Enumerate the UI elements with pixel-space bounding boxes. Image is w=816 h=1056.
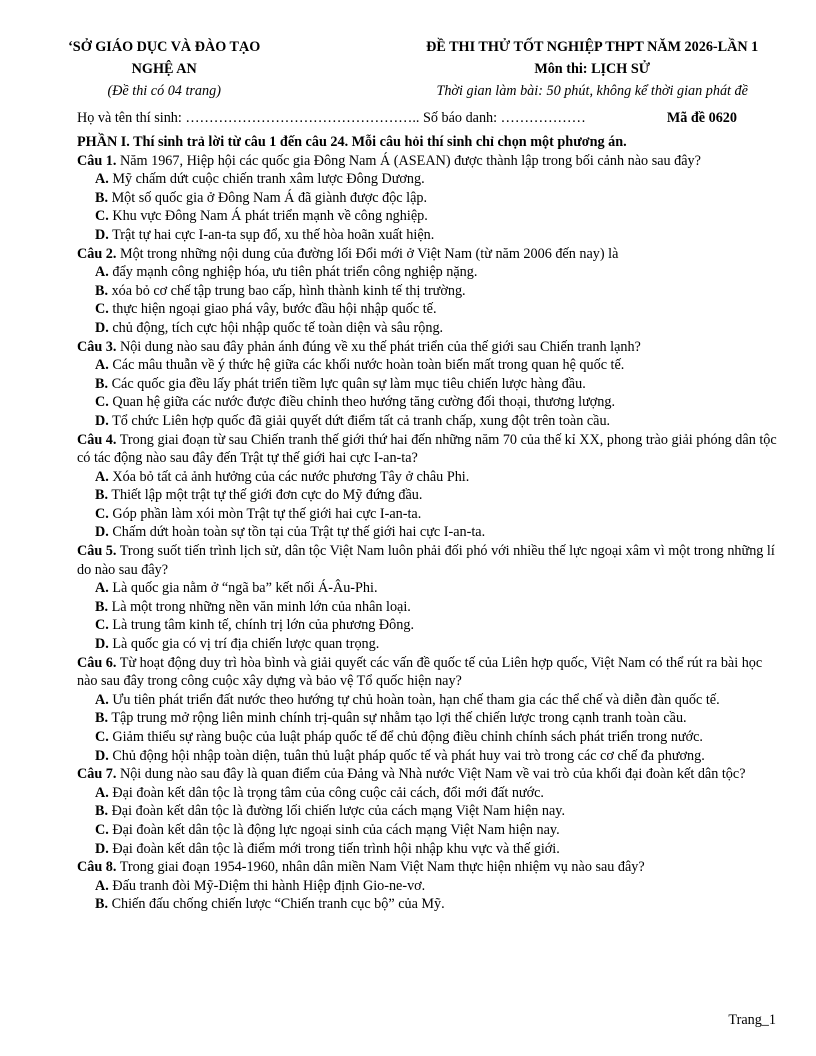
option-text: Góp phần làm xói mòn Trật tự thế giới hai cực I-an-ta.: [112, 505, 422, 522]
candidate-info-line: [77, 108, 737, 128]
question-label: Câu 4.: [77, 431, 117, 448]
exam-code: Mã đề 0620: [666, 110, 737, 126]
answer-option: [95, 356, 779, 375]
option-text: Đại đoàn kết dân tộc là đường lối chiến lược của cách mạng Việt Nam hiện nay.: [111, 803, 565, 820]
question-5: [77, 542, 779, 579]
answer-option: [95, 747, 779, 766]
answer-option: [95, 598, 779, 617]
option-text: Ưu tiên phát triển đất nước theo hướng tự chủ hoàn toàn, hạn chế tham gia các thể chế và diễn đàn quốc tế.: [112, 691, 720, 708]
question-label: Câu 8.: [77, 859, 117, 876]
answer-option: [95, 616, 779, 635]
answer-option: [95, 691, 779, 710]
option-text: chủ động, tích cực hội nhập quốc tế toàn diện và sâu rộng.: [112, 319, 444, 336]
option-letter: C.: [95, 394, 109, 411]
option-letter: C.: [95, 505, 109, 522]
answer-option: [95, 468, 779, 487]
option-letter: A.: [95, 784, 109, 801]
option-text: Quan hệ giữa các nước được điều chỉnh theo hướng tăng cường đối thoại, thương lượng.: [112, 394, 616, 411]
answer-option: [95, 170, 779, 189]
option-letter: A.: [95, 580, 109, 597]
option-letter: A.: [95, 171, 109, 188]
option-text: Là quốc gia nằm ở “ngã ba” kết nối Á-Âu-Phi.: [112, 580, 378, 597]
page-number: Trang_1: [728, 1012, 776, 1028]
province-name: NGHỆ AN: [131, 61, 197, 77]
answer-option: [95, 579, 779, 598]
option-text: Chiến đấu chống chiến lược “Chiến tranh cục bộ” của Mỹ.: [111, 896, 445, 913]
question-text: Một trong những nội dung của đường lối Đổi mới ở Việt Nam (từ năm 2006 đến nay) là: [119, 245, 619, 262]
section-title: PHẦN I. Thí sinh trả lời từ câu 1 đến câu 24. Mỗi câu hỏi thí sinh chỉ chọn một phương án.: [77, 134, 627, 150]
answer-option: [95, 523, 779, 542]
option-text: Là một trong những nền văn minh lớn của nhân loại.: [111, 598, 411, 615]
page-count-note: (Đề thi có 04 trang): [107, 83, 221, 99]
option-letter: A.: [95, 264, 109, 281]
question-text: Trong giai đoạn 1954-1960, nhân dân miền Nam Việt Nam thực hiện nhiệm vụ nào sau đây?: [119, 859, 645, 876]
answer-option: [95, 709, 779, 728]
option-text: Đại đoàn kết dân tộc là điểm mới trong tiến trình hội nhập khu vực và thế giới.: [112, 840, 560, 857]
option-letter: B.: [95, 803, 109, 820]
answer-option: [95, 263, 779, 282]
time-limit: Thời gian làm bài: 50 phút, không kể thời gian phát đề: [436, 83, 748, 99]
option-letter: A.: [95, 357, 109, 374]
option-letter: C.: [95, 208, 109, 225]
option-text: Chấm dứt hoàn toàn sự tồn tại của Trật tự thế giới hai cực I-an-ta.: [112, 524, 486, 541]
question-text: Từ hoạt động duy trì hòa bình và giải quyết các vấn đề quốc tế của Liên hợp quốc, Việt Nam có thể rút ra bài học nào sau đây trong công cuộc xây dựng và bảo vệ Tổ quốc hiện nay?: [77, 654, 763, 690]
answer-option: [95, 895, 779, 914]
answer-option: [95, 802, 779, 821]
option-letter: D.: [95, 524, 109, 541]
question-7: [77, 765, 779, 784]
answer-option: [95, 486, 779, 505]
answer-option: [95, 189, 779, 208]
question-label: Câu 1.: [77, 152, 117, 169]
exam-content: [77, 133, 779, 914]
option-letter: C.: [95, 729, 109, 745]
option-text: Chủ động hội nhập toàn diện, tuân thủ luật pháp quốc tế và phát huy vai trò trong các cơ chế đa phương.: [112, 747, 705, 764]
option-text: Đại đoàn kết dân tộc là động lực ngoại sinh của cách mạng Việt Nam hiện nay.: [112, 821, 560, 838]
option-text: xóa bỏ cơ chế tập trung bao cấp, hình thành kinh tế thị trường.: [111, 282, 466, 299]
option-letter: B.: [95, 896, 109, 913]
option-text: Là trung tâm kinh tế, chính trị lớn của phương Đông.: [112, 617, 415, 634]
question-text: Năm 1967, Hiệp hội các quốc gia Đông Nam Á (ASEAN) được thành lập trong bối cảnh nào sau đây?: [119, 152, 701, 169]
answer-option: [95, 877, 779, 896]
option-letter: A.: [95, 468, 109, 485]
answer-option: [95, 319, 779, 338]
option-letter: A.: [95, 877, 109, 894]
option-letter: C.: [95, 617, 109, 634]
question-8: [77, 858, 779, 877]
question-text: Trong giai đoạn từ sau Chiến tranh thế giới thứ hai đến những năm 70 của thế kỉ XX, phong trào giải phóng dân tộc có tác động nào sau đây đến Trật tự thế giới hai cực I-an-ta?: [77, 431, 777, 467]
exam-header: [0, 36, 816, 102]
question-6: [77, 654, 779, 691]
answer-option: [95, 393, 779, 412]
answer-option: [95, 300, 779, 319]
answer-option: [95, 282, 779, 301]
option-text: Xóa bỏ tất cả ảnh hưởng của các nước phương Tây ở châu Phi.: [112, 468, 470, 485]
answer-option: [95, 412, 779, 431]
question-1: [77, 152, 779, 171]
option-text: đẩy mạnh công nghiệp hóa, ưu tiên phát triển công nghiệp nặng.: [112, 264, 478, 281]
option-text: Khu vực Đông Nam Á phát triển mạnh về công nghiệp.: [112, 208, 428, 225]
option-text: Là quốc gia có vị trí địa chiến lược quan trọng.: [112, 636, 380, 653]
option-text: Giảm thiểu sự ràng buộc của luật pháp quốc tế để chủ động điều chỉnh chính sách phát triển trong nước.: [112, 729, 703, 745]
option-letter: D.: [95, 319, 109, 336]
option-text: Một số quốc gia ở Đông Nam Á đã giành được độc lập.: [111, 189, 428, 206]
option-text: Đại đoàn kết dân tộc là trọng tâm của công cuộc cải cách, đổi mới đất nước.: [112, 784, 544, 801]
question-label: Câu 5.: [77, 543, 117, 560]
question-3: [77, 338, 779, 357]
question-label: Câu 3.: [77, 338, 117, 355]
question-text: Trong suốt tiến trình lịch sử, dân tộc Việt Nam luôn phải đối phó với nhiều thế lực ngoại xâm vì một trong những lí do nào sau đây?: [77, 543, 775, 578]
option-text: Tổ chức Liên hợp quốc đã giải quyết dứt điểm tất cả tranh chấp, xung đột trên toàn cầu.: [112, 412, 611, 429]
option-letter: D.: [95, 840, 109, 857]
option-text: Tập trung mở rộng liên minh chính trị-quân sự nhằm tạo lợi thế chiến lược trong cạnh tranh toàn cầu.: [111, 710, 687, 727]
option-letter: C.: [95, 301, 109, 318]
option-text: Thiết lập một trật tự thế giới đơn cực do Mỹ đứng đầu.: [111, 487, 423, 504]
exam-title: ĐỀ THI THỬ TỐT NGHIỆP THPT NĂM 2026-LẦN 1: [426, 39, 759, 55]
option-letter: A.: [95, 691, 109, 708]
answer-option: [95, 784, 779, 803]
answer-option: [95, 375, 779, 394]
option-letter: D.: [95, 636, 109, 653]
subject-line: Môn thi: LỊCH SỬ: [534, 61, 651, 77]
option-text: thực hiện ngoại giao phá vây, bước đầu hội nhập quốc tế.: [112, 301, 437, 318]
option-letter: B.: [95, 487, 109, 504]
option-letter: B.: [95, 710, 109, 727]
answer-option: [95, 840, 779, 859]
question-label: Câu 7.: [77, 766, 117, 783]
department-name: ‘SỞ GIÁO DỤC VÀ ĐÀO TẠO: [68, 39, 261, 55]
answer-option: [95, 635, 779, 654]
option-text: Đấu tranh đòi Mỹ-Diệm thi hành Hiệp định Gio-ne-vơ.: [112, 877, 426, 894]
question-4: [77, 431, 779, 468]
option-letter: D.: [95, 226, 109, 243]
option-text: Các mâu thuẫn về ý thức hệ giữa các khối nước hoàn toàn biến mất trong quan hệ quốc tế.: [112, 357, 625, 374]
question-text: Nội dung nào sau đây phản ánh đúng về xu thế phát triển của thế giới sau Chiến tranh lạnh?: [119, 338, 641, 355]
option-text: Mỹ chấm dứt cuộc chiến tranh xâm lược Đông Dương.: [112, 171, 425, 188]
question-2: [77, 245, 779, 264]
question-text: Nội dung nào sau đây là quan điểm của Đảng và Nhà nước Việt Nam về vai trò của khối đại đoàn kết dân tộc?: [119, 766, 746, 783]
answer-option: [95, 207, 779, 226]
option-letter: B.: [95, 375, 109, 392]
answer-option: [95, 226, 779, 245]
option-letter: B.: [95, 189, 109, 206]
option-text: Trật tự hai cực I-an-ta sụp đổ, xu thế hòa hoãn xuất hiện.: [112, 226, 435, 243]
candidate-name-field: Họ và tên thí sinh: ………………………………………….. Số báo danh: ………………: [77, 110, 586, 126]
question-list: [77, 152, 779, 914]
option-text: Các quốc gia đều lấy phát triển tiềm lực quân sự làm mục tiêu chiến lược hàng đầu.: [111, 375, 586, 392]
question-label: Câu 6.: [77, 654, 117, 671]
option-letter: D.: [95, 412, 109, 429]
option-letter: B.: [95, 282, 109, 299]
answer-option: [95, 505, 779, 524]
option-letter: D.: [95, 747, 109, 764]
question-label: Câu 2.: [77, 245, 117, 262]
answer-option: [95, 728, 779, 747]
answer-option: [95, 821, 779, 840]
option-letter: C.: [95, 821, 109, 838]
option-letter: B.: [95, 598, 109, 615]
